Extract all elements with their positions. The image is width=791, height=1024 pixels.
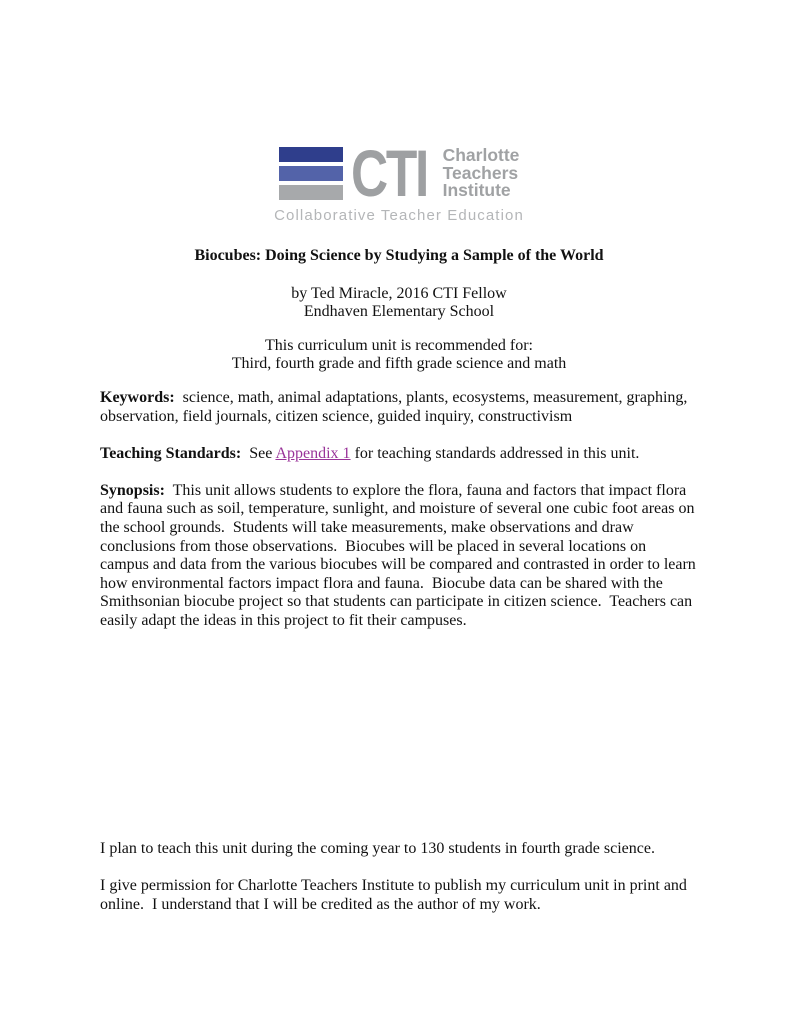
recommended-intro: This curriculum unit is recommended for: [265, 336, 533, 354]
synopsis-paragraph [100, 482, 698, 631]
recommended-block [100, 337, 698, 374]
teaching-standards-paragraph [100, 445, 698, 464]
logo-bars-icon [279, 147, 343, 200]
cti-logo-row [279, 136, 520, 210]
cti-tagline: Collaborative Teacher Education [274, 207, 524, 224]
teaching-plan-statement: I plan to teach this unit during the coming year to 130 students in fourth grade science. [100, 839, 655, 857]
unit-title: Biocubes: Doing Science by Studying a Sample of the World [194, 247, 604, 264]
logo-bar-medium-blue [279, 166, 343, 181]
keywords-label: Keywords: [100, 388, 175, 406]
cti-name-line-2: Teachers [442, 162, 519, 183]
recommended-grades: Third, fourth grade and fifth grade science and math [231, 355, 567, 373]
keywords-text: science, math, animal adaptations, plants, ecosystems, measurement, graphing, observation, field journals, citizen science, guided inquiry, constructivism [100, 388, 692, 425]
teaching-standards-post-link: for teaching standards addressed in this unit. [350, 445, 640, 463]
cti-acronym: CTI [350, 136, 427, 210]
permission-statement: I give permission for Charlotte Teachers Institute to publish my curriculum unit in print and online. I understand that I will be credited as the author of my work. [100, 877, 691, 913]
synopsis-text: This unit allows students to explore the flora, fauna and factors that impact flora and fauna such as soil, temperature, sunlight, and moisture of several one cubic foot areas on the school grounds. Students will take measurements, make observations and draw conclusions from those observations. Biocubes will be placed in several locations on campus and data from the various biocubes will be compared and contrasted in order to learn how environmental factors impact flora and fauna. Biocube data can be shared with the Smithsonian biocube project so that students can participate in citizen science. Teachers can easily adapt the ideas in this project to fit their campuses. [100, 481, 700, 629]
teaching-standards-pre-link: See [241, 445, 276, 463]
logo-bar-dark-blue [279, 147, 343, 162]
synopsis-label: Synopsis: [100, 481, 165, 499]
author-byline: by Ted Miracle, 2016 CTI Fellow [291, 284, 507, 302]
author-block [100, 285, 698, 322]
cti-institute-name [443, 147, 520, 200]
cti-name-line-1: Charlotte [442, 145, 520, 165]
keywords-paragraph [100, 389, 698, 426]
teaching-standards-label: Teaching Standards: [100, 445, 242, 463]
cti-name-line-3: Institute [442, 180, 511, 201]
appendix-1-link[interactable]: Appendix 1 [275, 445, 351, 463]
cti-logo [100, 136, 698, 224]
author-school: Endhaven Elementary School [303, 303, 495, 321]
logo-bar-gray [279, 185, 343, 200]
